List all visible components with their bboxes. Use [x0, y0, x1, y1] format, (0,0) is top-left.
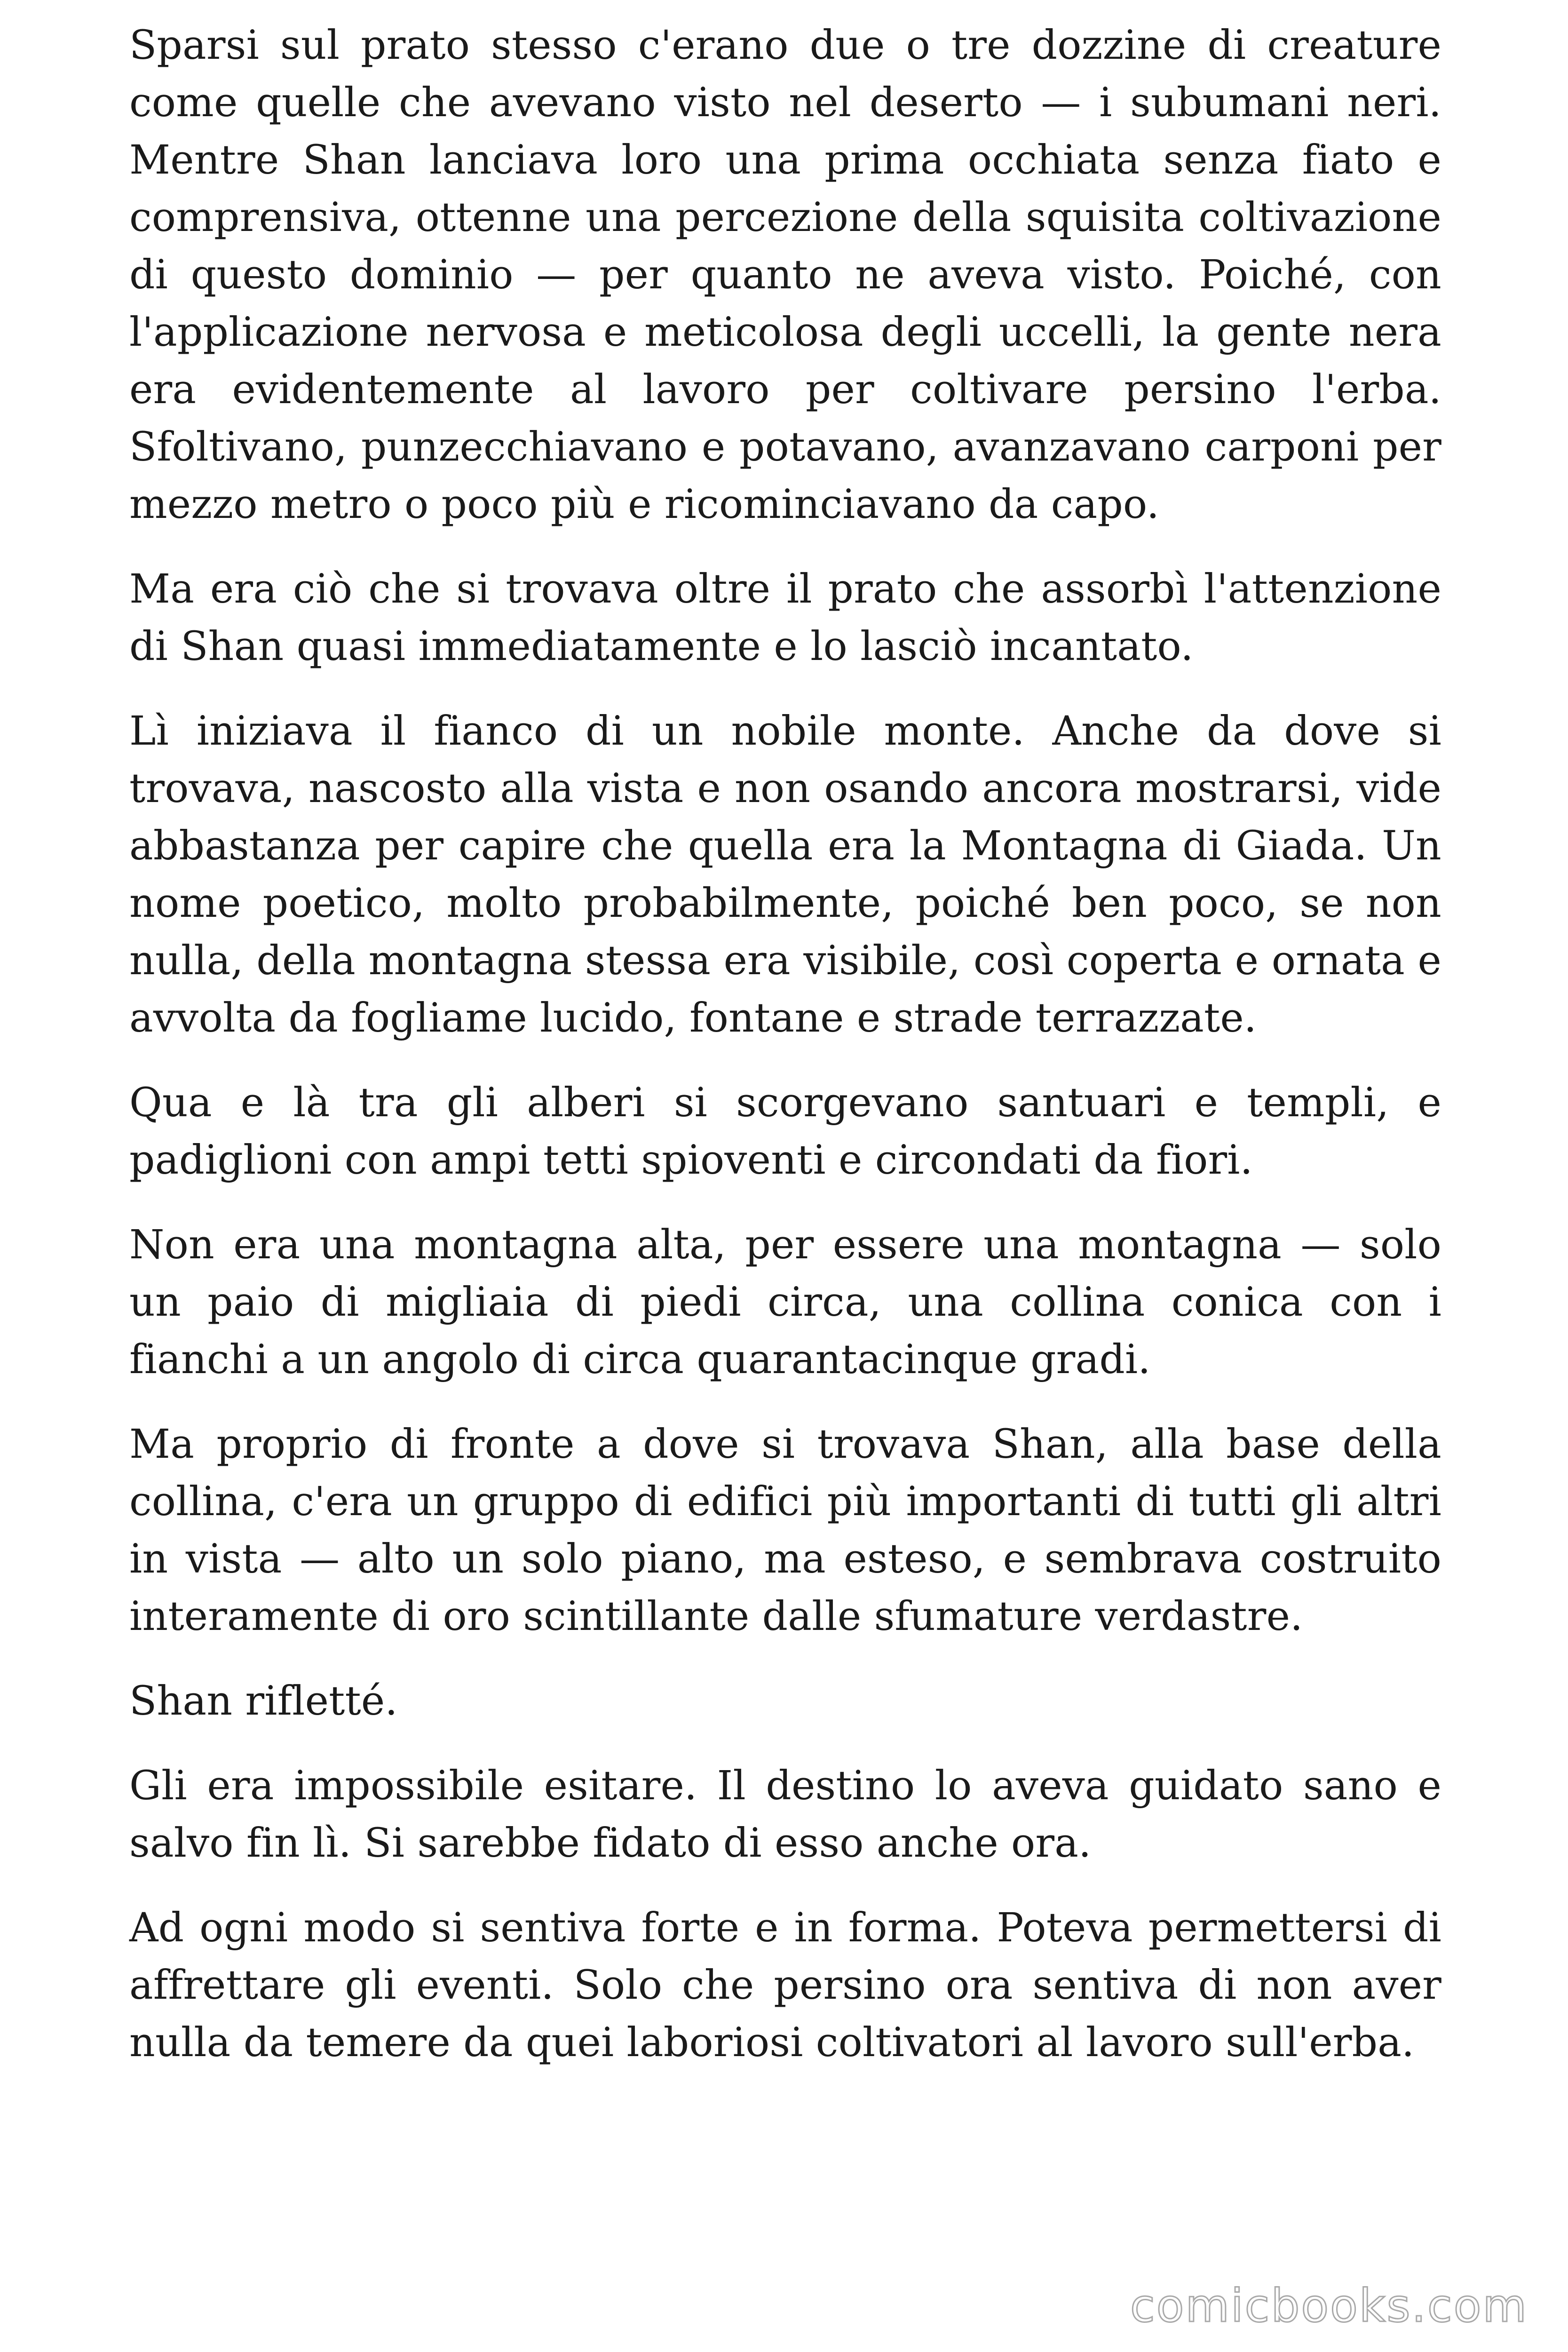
paragraph-4: Qua e là tra gli alberi si scorgevano santuari e templi, e padiglioni con ampi tetti spioventi e circondati da fiori. [129, 1080, 1441, 1184]
paragraph-3: Lì iniziava il fianco di un nobile monte. Anche da dove si trovava, nascosto alla vista e non osando ancora mostrarsi, vide abbastanza per capire che quella era la Montagna di Giada. Un nome poetico, molto probabilmente, poiché ben poco, se non nulla, della montagna stessa era visibile, così coperta e ornata e avvolta da fogliame lucido, fontane e strade terrazzate. [129, 708, 1441, 1041]
paragraph-5: Non era una montagna alta, per essere una montagna — solo un paio di migliaia di piedi circa, una collina conica con i fianchi a un angolo di circa quarantacinque gradi. [129, 1222, 1441, 1383]
paragraph-1: Sparsi sul prato stesso c'erano due o tre dozzine di creature come quelle che avevano visto nel deserto — i subumani neri. Mentre Shan lanciava loro una prima occhiata senza fiato e comprensiva, ottenne una percezione della squisita coltivazione di questo dominio — per quanto ne aveva visto. Poiché, con l'applicazione nervosa e meticolosa degli uccelli, la gente nera era evidentemente al lavoro per coltivare persino l'erba. Sfoltivano, punzecchiavano e potavano, avanzavano carponi per mezzo metro o poco più e ricominciavano da capo. [129, 22, 1441, 528]
paragraph-2: Ma era ciò che si trovava oltre il prato che assorbì l'attenzione di Shan quasi immediatamente e lo lasciò incantato. [129, 566, 1441, 670]
paragraph-6: Ma proprio di fronte a dove si trovava Shan, alla base della collina, c'era un gruppo di edifici più importanti di tutti gli altri in vista — alto un solo piano, ma esteso, e sembrava costruito interamente di oro scintillante dalle sfumature verdastre. [129, 1421, 1441, 1640]
watermark-logo: comicbooks.com [1130, 2280, 1528, 2332]
paragraph-8: Gli era impossibile esitare. Il destino lo aveva guidato sano e salvo fin lì. Si sarebbe fidato di esso anche ora. [129, 1763, 1441, 1867]
paragraph-9: Ad ogni modo si sentiva forte e in forma. Poteva permettersi di affrettare gli eventi. Solo che persino ora sentiva di non aver nulla da temere da quei laboriosi coltivatori al lavoro sull'erba. [129, 1905, 1441, 2066]
page-text-body [129, 17, 1441, 2099]
paragraph-7: Shan rifletté. [129, 1678, 398, 1724]
